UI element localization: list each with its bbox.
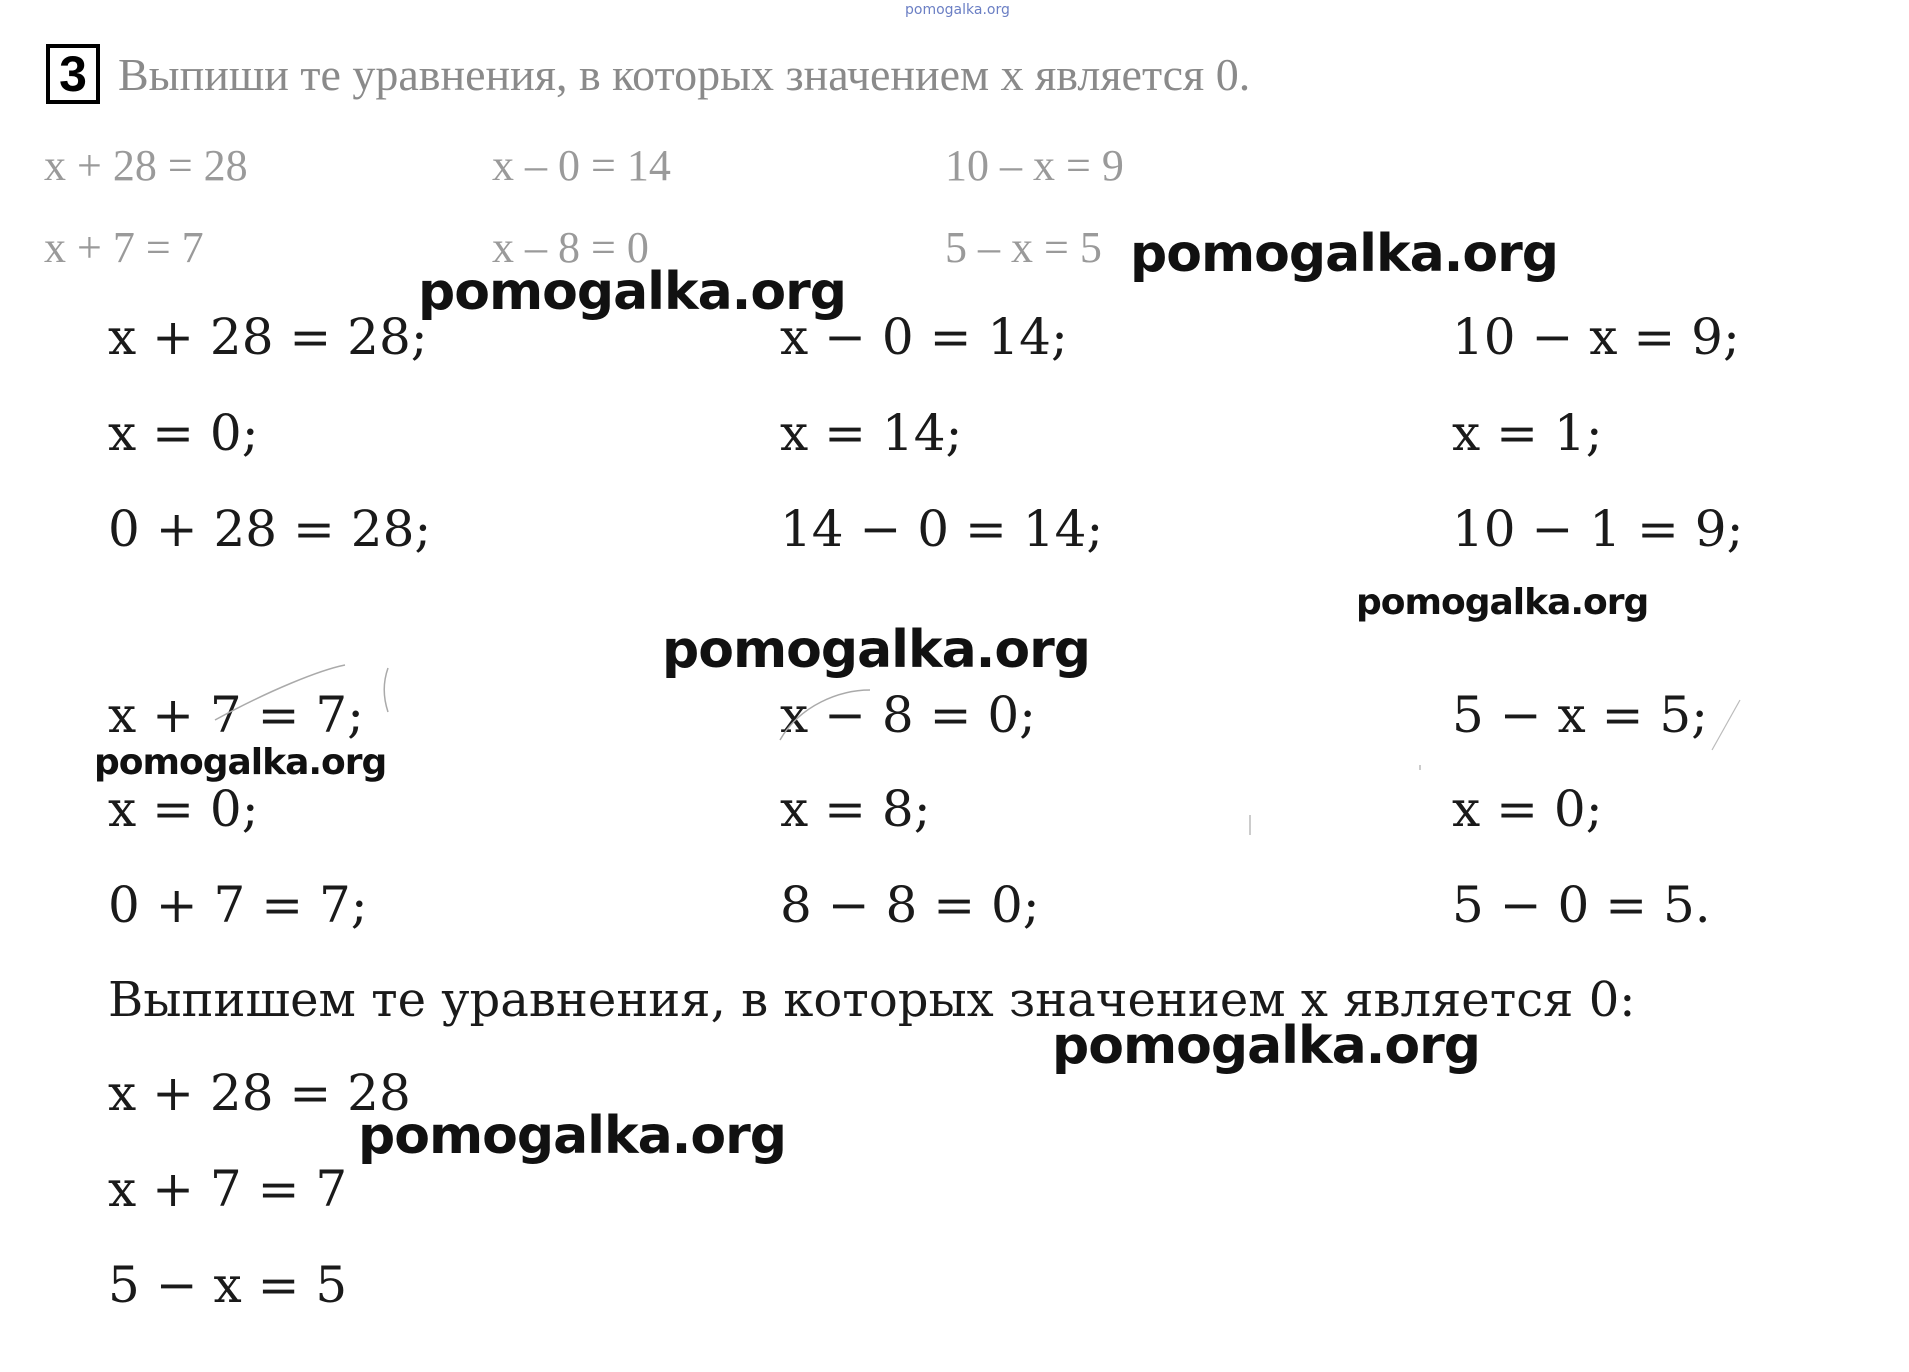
solution-line: x = 0;: [1452, 780, 1603, 838]
problem-equation: 10 – x = 9: [945, 141, 1124, 190]
problem-equation: x + 7 = 7: [44, 223, 204, 272]
solution-line: x − 8 = 0;: [780, 686, 1037, 744]
solution-line: 10 − 1 = 9;: [1452, 500, 1744, 558]
watermark: pomogalka.org: [662, 620, 1091, 680]
watermark: pomogalka.org: [1052, 1016, 1481, 1076]
solution-line: x = 8;: [780, 780, 931, 838]
task-text: Выпиши те уравнения, в которых значением x является 0.: [118, 49, 1251, 100]
solution-line: x = 0;: [108, 404, 259, 462]
solution-line: 0 + 7 = 7;: [108, 876, 368, 934]
answer-equation: x + 28 = 28: [108, 1064, 411, 1122]
answer-equation: 5 − x = 5: [108, 1256, 348, 1314]
conclusion-heading: Выпишем те уравнения, в которых значением x является 0:: [108, 972, 1636, 1028]
solution-line: x = 1;: [1452, 404, 1603, 462]
watermark: pomogalka.org: [1356, 582, 1649, 623]
solution-line: 5 − 0 = 5.: [1452, 876, 1711, 934]
solution-line: x − 0 = 14;: [780, 308, 1068, 366]
solution-line: 10 − x = 9;: [1452, 308, 1740, 366]
problem-equation: x – 8 = 0: [492, 223, 649, 272]
watermark-top: pomogalka.org: [905, 2, 1010, 18]
watermark: pomogalka.org: [1130, 224, 1559, 284]
problem-equation: x – 0 = 14: [492, 141, 671, 190]
watermark: pomogalka.org: [94, 742, 387, 783]
answer-equation: x + 7 = 7: [108, 1160, 348, 1218]
solution-line: 14 − 0 = 14;: [780, 500, 1104, 558]
solution-line: x = 14;: [780, 404, 963, 462]
solution-line: x = 0;: [108, 780, 259, 838]
watermark: pomogalka.org: [358, 1106, 787, 1166]
problem-equation: 5 – x = 5: [945, 223, 1102, 272]
problem-equation: x + 28 = 28: [44, 141, 248, 190]
solution-line: x + 7 = 7;: [108, 686, 365, 744]
solution-line: 0 + 28 = 28;: [108, 500, 432, 558]
task-number: 3: [46, 44, 100, 104]
solution-line: 8 − 8 = 0;: [780, 876, 1040, 934]
watermark: pomogalka.org: [418, 262, 847, 322]
solution-line: x + 28 = 28;: [108, 308, 428, 366]
solution-line: 5 − x = 5;: [1452, 686, 1709, 744]
